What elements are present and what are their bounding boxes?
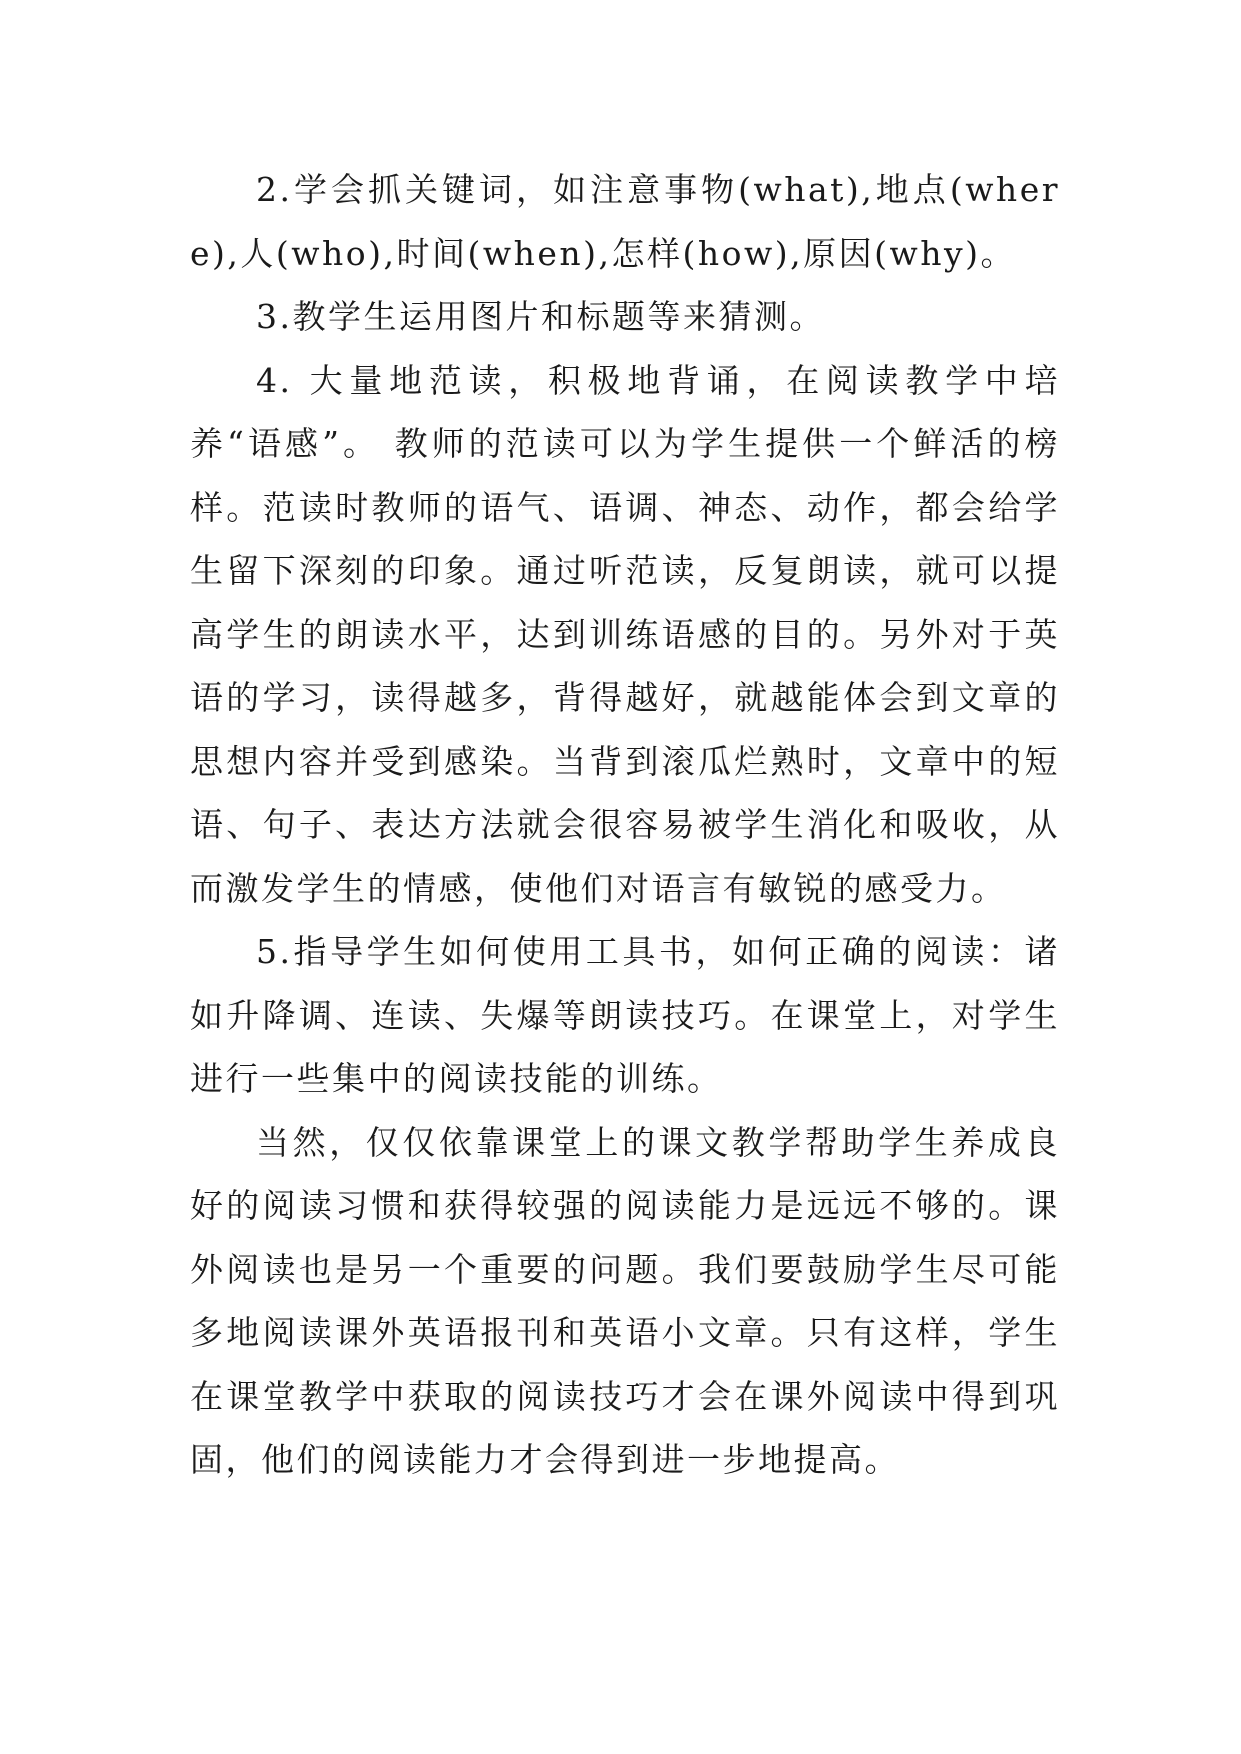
paragraph-keywords: 2.学会抓关键词，如注意事物(what),地点(where),人(who),时间(when),怎样(how),原因(why)。 <box>190 170 1060 273</box>
paragraph-model-reading: 4. 大量地范读，积极地背诵，在阅读教学中培养“语感”。 教师的范读可以为学生提供一个鲜活的榜样。范读时教师的语气、语调、神态、动作，都会给学生留下深刻的印象。通过听范读，反复朗读，就可以提高学生的朗读水平，达到训练语感的目的。另外对于英语的学习，读得越多，背得越好，就越能体会到文章的思想内容并受到感染。当背到滚瓜烂熟时，文章中的短语、句子、表达方法就会很容易被学生消化和吸收，从而激发学生的情感，使他们对语言有敏锐的感受力。 <box>190 360 1060 908</box>
paragraph-extracurricular-reading: 当然，仅仅依靠课堂上的课文教学帮助学生养成良好的阅读习惯和获得较强的阅读能力是远远不够的。课外阅读也是另一个重要的问题。我们要鼓励学生尽可能多地阅读课外英语报刊和英语小文章。只有这样，学生在课堂教学中获取的阅读技巧才会在课外阅读中得到巩固，他们的阅读能力才会得到进一步地提高。 <box>190 1122 1060 1479</box>
document-body <box>190 158 1060 1492</box>
paragraph-pictures-titles: 3.教学生运用图片和标题等来猜测。 <box>256 297 825 336</box>
paragraph-reference-books: 5.指导学生如何使用工具书，如何正确的阅读：诸如升降调、连读、失爆等朗读技巧。在课堂上，对学生进行一些集中的阅读技能的训练。 <box>190 932 1060 1098</box>
